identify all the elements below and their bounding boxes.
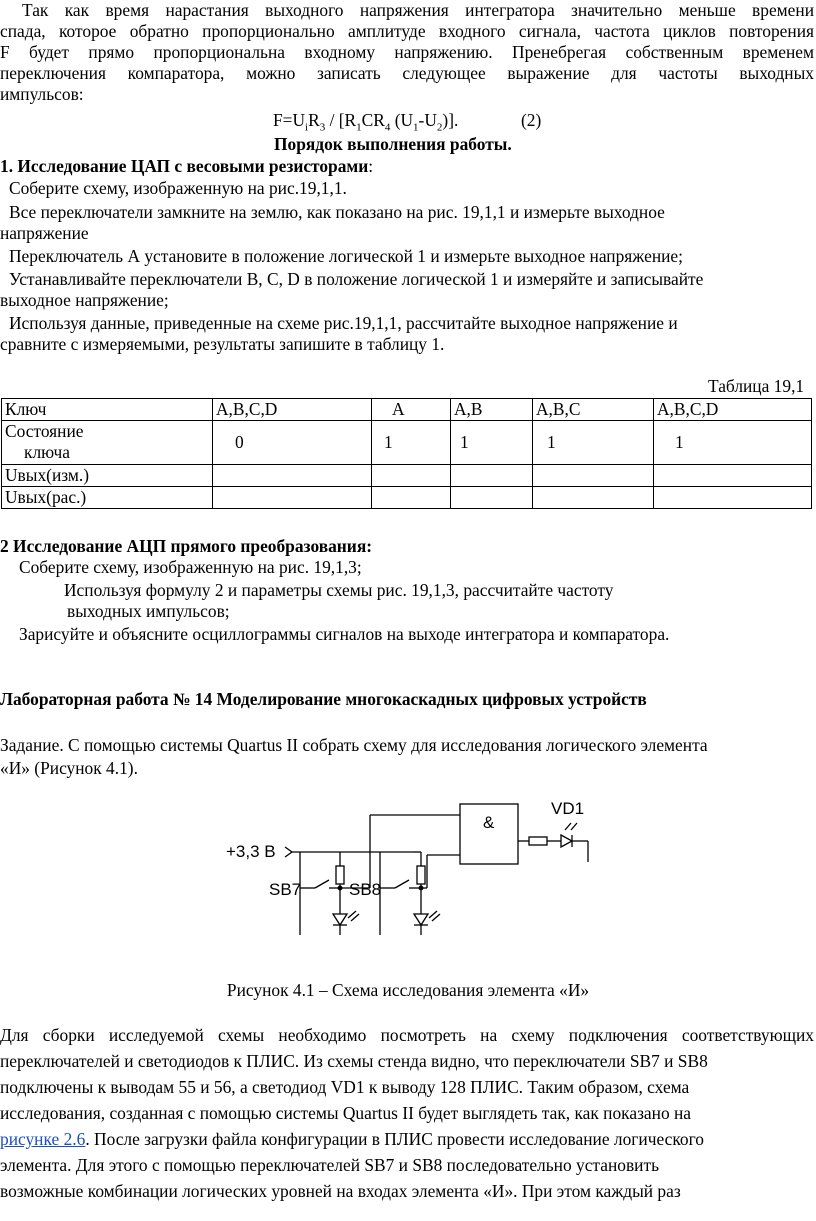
lab14-task-line-1: Задание. С помощью системы Quartus II собрать схему для исследования логического элемента [0,735,708,755]
section1-line-4: Переключатель А установите в положение логической 1 и измерьте выходное напряжение; [9,246,683,266]
table-row-calculated [2,487,812,509]
row-label-cell: Uвых(рас.) [2,487,213,509]
para1-line-2: спада, которое обратно пропорционально амплитуде входного сигнала, частота циклов повторения [0,21,814,41]
header-cell: A,B,C,D [654,399,812,421]
bottom-line-3: подключены к выводам 55 и 56, а светодиод VD1 к выводу 128 ПЛИС. Таким образом, схема [0,1077,690,1097]
vd1-label: VD1 [551,799,585,818]
section1-line-8: сравните с измеряемыми, результаты запишите в таблицу 1. [0,334,445,354]
header-cell: Ключ [2,399,213,421]
section1-line-5: Устанавливайте переключатели В, С, D в положение логической 1 и измеряйте и записывайте [9,269,704,289]
state-cell: 1 [533,421,654,465]
formula-2: $F=U_iR_3 / [R_1CR_4$ $(U_1-U_2)$]. [273,110,459,134]
state-cell: 1 [372,421,451,465]
bottom-line-4: исследования, созданная с помощью системы Quartus II будет выглядеть так, как показано на [0,1103,692,1123]
bottom-line-7: возможные комбинации логических уровней на входах элемента «И». При этом каждый раз [0,1181,681,1201]
state-cell: 0 [213,421,372,465]
supply-label: +3,3 В [226,842,276,861]
sb8-label: SB8 [349,880,382,899]
results-table [1,398,812,509]
section2-line-3: выходных импульсов; [67,601,230,621]
header-cell: A,B [451,399,533,421]
and-gate-schematic [215,790,615,950]
procedure-title: Порядок выполнения работы. [274,134,512,154]
table-row-measured [2,465,812,487]
header-cell: A [372,399,451,421]
section1-line-7: Используя данные, приведенные на схеме рис.19,1,1, рассчитайте выходное напряжение и [9,313,678,333]
para1-line-1: Так как время нарастания выходного напряжения интегратора значительно меньше времени [22,0,814,20]
table-caption: Таблица 19,1 [708,376,805,396]
formula-number: (2) [521,110,542,130]
table-header-row [2,399,812,421]
section1-line-3: напряжение [0,223,89,243]
bottom-line-1: Для сборки исследуемой схемы необходимо посмотреть на схему подключения соответствующих [0,1025,814,1045]
figure-caption: Рисунок 4.1 – Схема исследования элемента «И» [226,980,590,1000]
bottom-line-2: переключателей и светодиодов к ПЛИС. Из схемы стенда видно, что переключатели SB7 и SB8 [0,1051,708,1071]
bottom-line-5: рисунке 2.6. После загрузки файла конфигурации в ПЛИС провести исследование логического [0,1129,704,1149]
section2-line-2: Используя формулу 2 и параметры схемы рис. 19,1,3, рассчитайте частоту [64,580,614,600]
header-cell: A,B,C [533,399,654,421]
section2-line-4: Зарисуйте и объясните осциллограммы сигналов на выходе интегратора и компаратора. [19,624,670,644]
header-cell: A,B,C,D [213,399,372,421]
lab14-task-line-2: «И» (Рисунок 4.1). [0,758,138,778]
section2-title: 2 Исследование АЦП прямого преобразования: [0,536,373,556]
state-cell: 1 [654,421,812,465]
section1-line-1: Соберите схему, изображенную на рис.19,1,1. [9,178,347,198]
state-label-cell: Состояние ключа [2,421,213,465]
gate-symbol: & [483,813,495,832]
row-label-cell: Uвых(изм.) [2,465,213,487]
section1-title: 1. Исследование ЦАП с весовыми резисторами: [0,156,374,176]
section2-line-1: Соберите схему, изображенную на рис. 19,1,3; [19,557,362,577]
sb7-label: SB7 [269,880,302,899]
figure-2-6-link[interactable]: рисунке 2.6 [0,1129,86,1149]
lab14-title: Лабораторная работа № 14 Моделирование многокаскадных цифровых устройств [0,689,647,709]
bottom-line-6: элемента. Для этого с помощью переключателей SB7 и SB8 последовательно установить [0,1155,660,1175]
para1-line-4: переключения компаратора, можно записать следующее выражение для частоты выходных [0,63,814,83]
section1-line-6: выходное напряжение; [0,290,169,310]
para1-line-5: импульсов: [0,84,84,104]
section1-line-2: Все переключатели замкните на землю, как показано на рис. 19,1,1 и измерьте выходное [9,202,665,222]
table-row-state [2,421,812,465]
para1-line-3: F будет прямо пропорциональна входному напряжению. Пренебрегая собственным временем [0,42,814,62]
state-cell: 1 [451,421,533,465]
